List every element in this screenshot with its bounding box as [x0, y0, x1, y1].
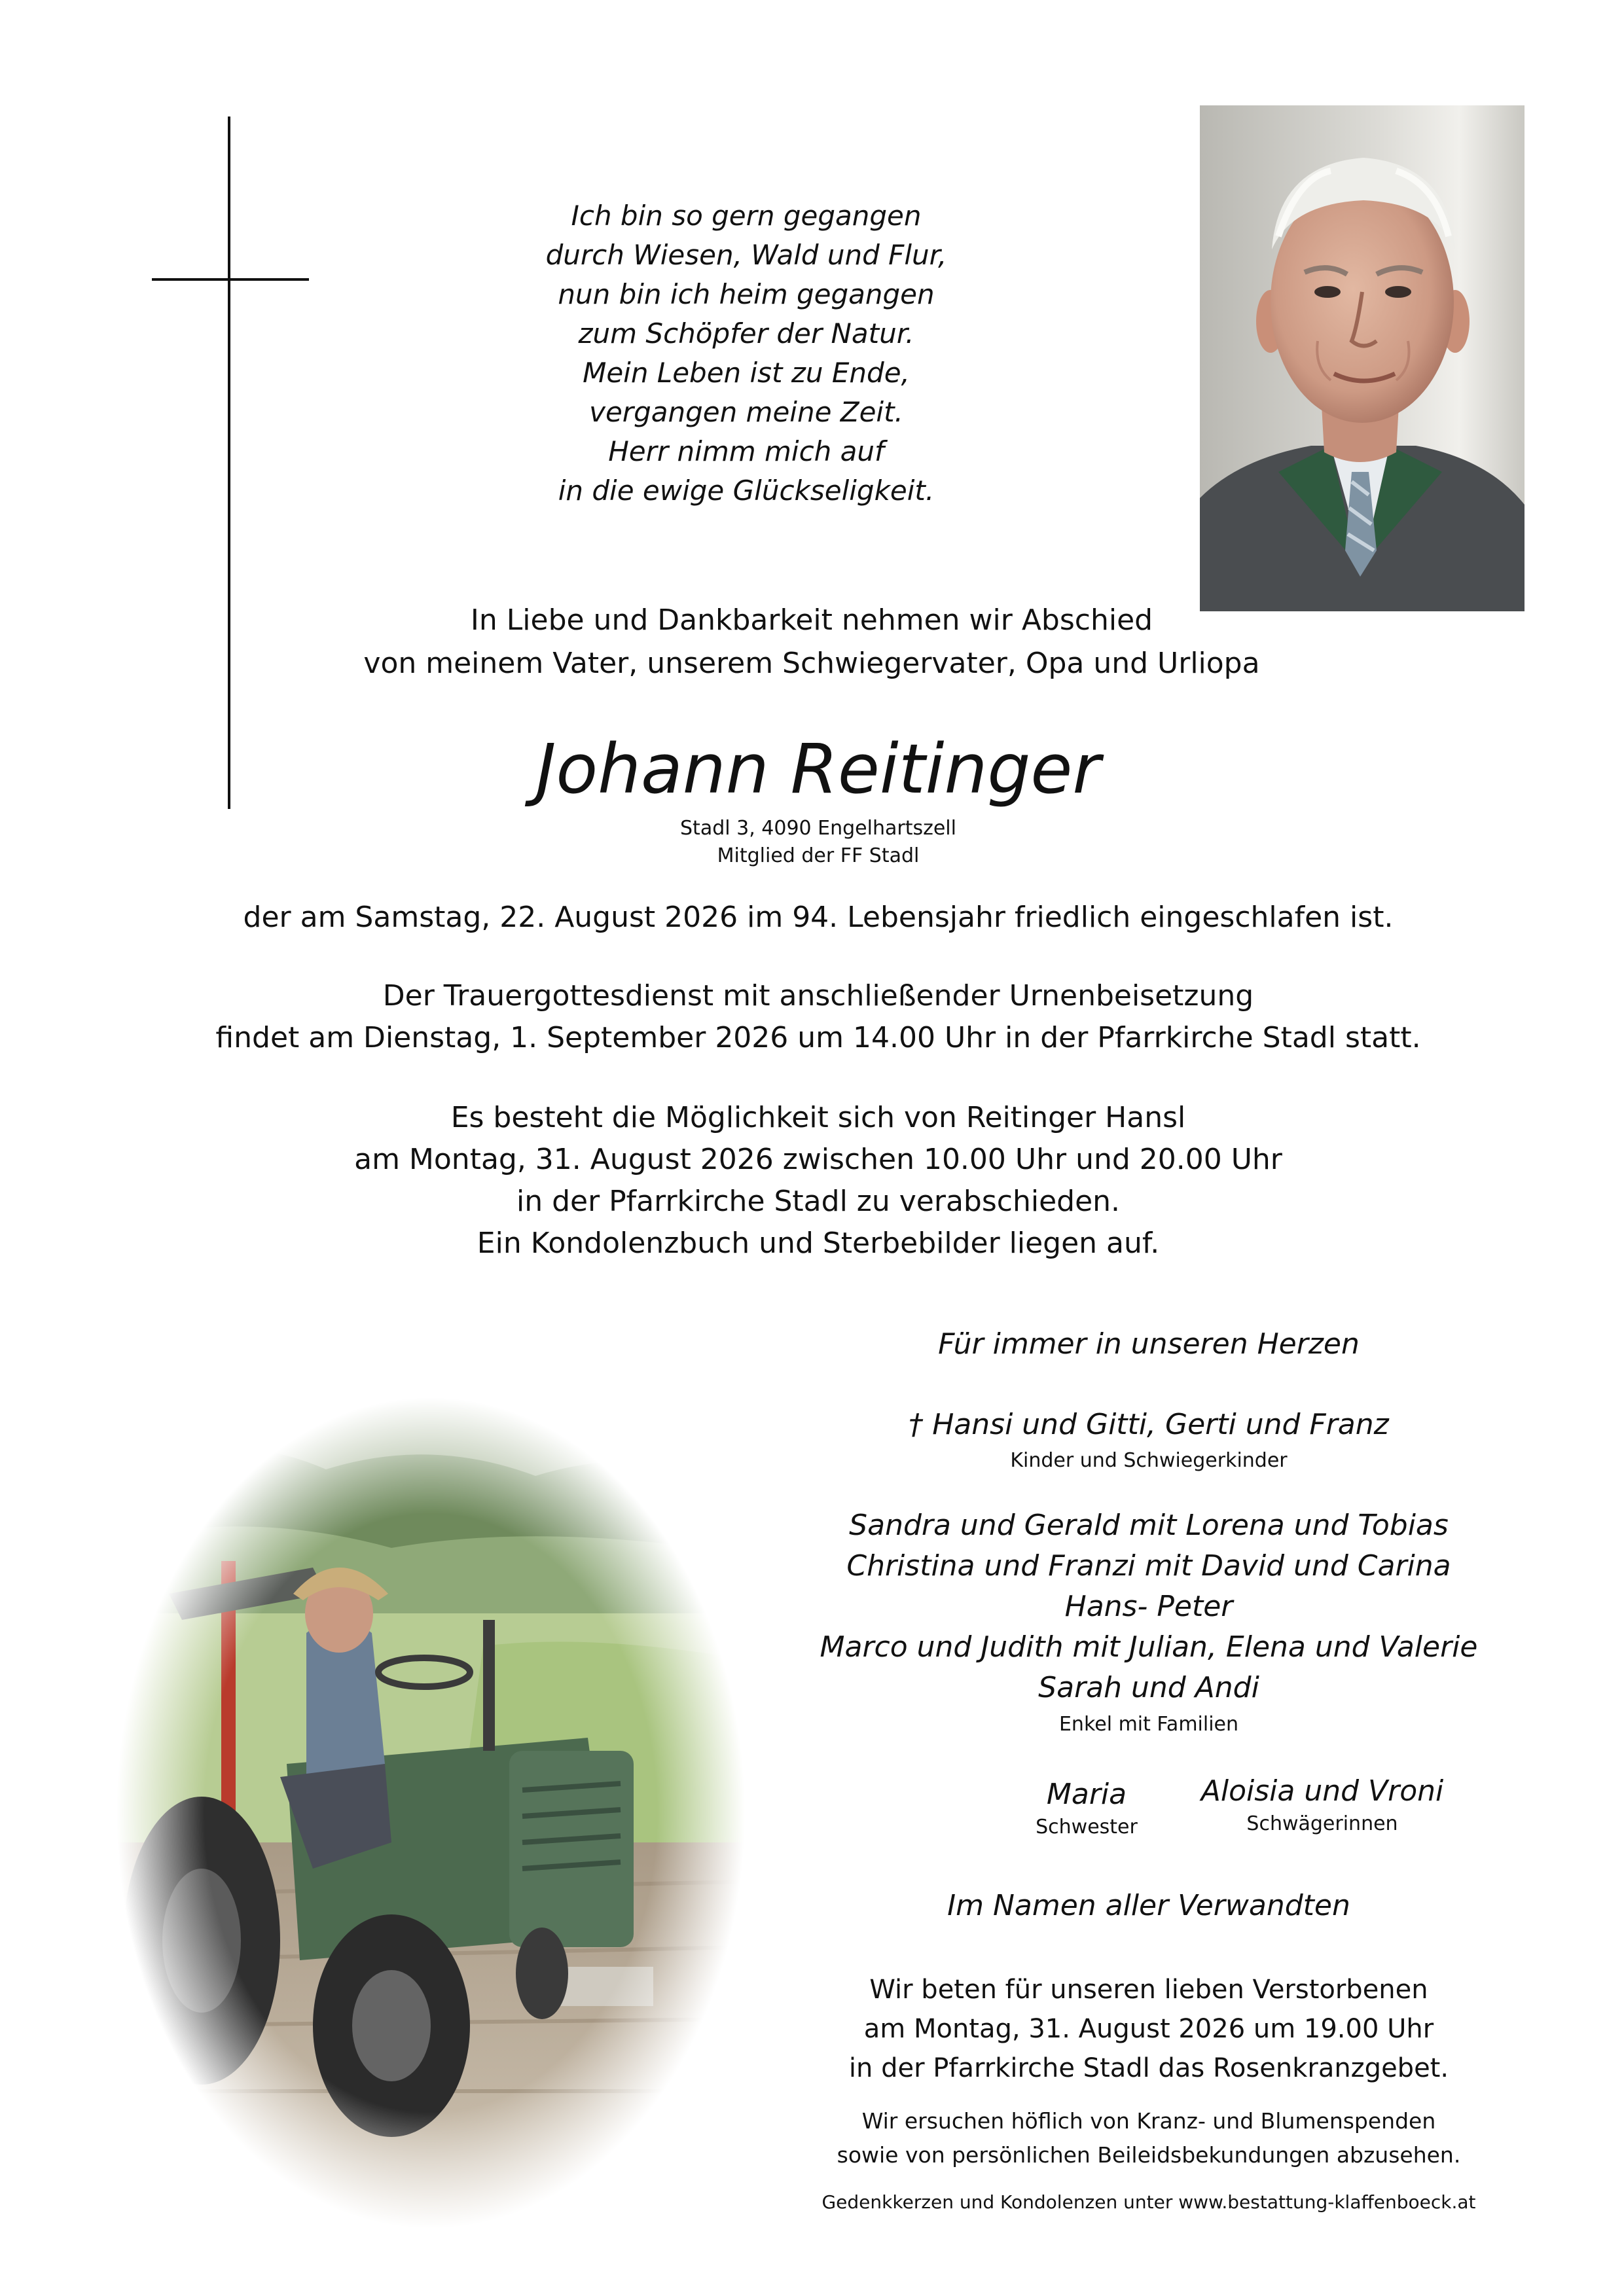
intro-text	[196, 599, 1427, 685]
poem	[484, 196, 1008, 511]
farewell-line: Ein Kondolenzbuch und Sterbebilder liegen auf.	[477, 1227, 1160, 1260]
farewell-line: in der Pfarrkirche Stadl zu verabschieden.	[516, 1185, 1121, 1218]
farewell-line: Es besteht die Möglichkeit sich von Reitinger Hansl	[450, 1101, 1186, 1134]
farewell-line: am Montag, 31. August 2026 zwischen 10.00 Uhr und 20.00 Uhr	[354, 1143, 1282, 1176]
sisters-in-law-label: Schwägerinnen	[1246, 1812, 1398, 1835]
cross-horizontal-bar	[152, 278, 309, 281]
service-line: Der Trauergottesdienst mit anschließender Urnenbeisetzung	[382, 979, 1254, 1013]
deceased-details	[458, 815, 1178, 870]
rosary-line: Wir beten für unseren lieben Verstorbenen	[869, 1975, 1428, 2005]
poem-line: Herr nimm mich auf	[608, 435, 884, 467]
poem-line: in die ewige Glückseligkeit.	[558, 475, 935, 507]
portrait-photo	[1200, 105, 1525, 611]
funeral-service-text	[131, 975, 1506, 1059]
rosary-prayer-text	[772, 1970, 1525, 2088]
request-line: Wir ersuchen höflich von Kranz- und Blumenspenden	[861, 2108, 1436, 2134]
poem-line: zum Schöpfer der Natur.	[578, 317, 914, 350]
grandchildren-line: Sandra und Gerald mit Lorena und Tobias	[849, 1509, 1449, 1542]
grandchildren-line: Hans- Peter	[1064, 1590, 1233, 1623]
deceased-name: Johann Reitinger	[535, 729, 1101, 809]
grandchildren-line: Christina und Franzi mit David und Carina	[846, 1549, 1451, 1583]
service-line: findet am Dienstag, 1. September 2026 um 14.00 Uhr in der Pfarrkirche Stadl statt.	[215, 1021, 1421, 1054]
poem-line: nun bin ich heim gegangen	[558, 278, 935, 310]
relatives-line: Im Namen aller Verwandten	[947, 1889, 1350, 1922]
grandchildren-line: Marco und Judith mit Julian, Elena und Valerie	[820, 1630, 1478, 1664]
grandchildren-label: Enkel mit Familien	[1058, 1713, 1239, 1736]
children-names: † Hansi und Gitti, Gerti und Franz	[909, 1408, 1389, 1441]
sisters-in-law-names: Aloisia und Vroni	[1200, 1774, 1444, 1808]
poem-line: Ich bin so gern gegangen	[571, 200, 922, 232]
grandchildren-names	[772, 1505, 1525, 1708]
donation-request-text	[772, 2104, 1525, 2172]
intro-line: von meinem Vater, unserem Schwiegervater, Opa und Urliopa	[363, 647, 1260, 680]
cross-vertical-bar	[228, 117, 230, 809]
request-line: sowie von persönlichen Beileidsbekundungen abzusehen.	[837, 2142, 1461, 2168]
deceased-membership: Mitglied der FF Stadl	[717, 844, 920, 867]
poem-line: vergangen meine Zeit.	[589, 396, 903, 428]
deceased-address: Stadl 3, 4090 Engelhartszell	[680, 817, 956, 840]
sister-label: Schwester	[1036, 1816, 1138, 1839]
poem-line: durch Wiesen, Wald und Flur,	[545, 239, 947, 271]
intro-line: In Liebe und Dankbarkeit nehmen wir Abschied	[470, 603, 1153, 637]
mourners-heading: Für immer in unseren Herzen	[938, 1327, 1360, 1361]
tractor-photo	[117, 1397, 745, 2229]
rosary-line: in der Pfarrkirche Stadl das Rosenkranzgebet.	[848, 2053, 1449, 2083]
sister-name: Maria	[1046, 1778, 1127, 1811]
children-label: Kinder und Schwiegerkinder	[1010, 1449, 1288, 1472]
rosary-line: am Montag, 31. August 2026 um 19.00 Uhr	[863, 2014, 1434, 2044]
poem-line: Mein Leben ist zu Ende,	[583, 357, 910, 389]
farewell-text	[131, 1097, 1506, 1265]
grandchildren-line: Sarah und Andi	[1038, 1671, 1259, 1704]
passing-text: der am Samstag, 22. August 2026 im 94. Lebensjahr friedlich eingeschlafen ist.	[243, 901, 1394, 934]
footer-condolences-link: Gedenkkerzen und Kondolenzen unter www.bestattung-klaffenboeck.at	[821, 2191, 1476, 2213]
